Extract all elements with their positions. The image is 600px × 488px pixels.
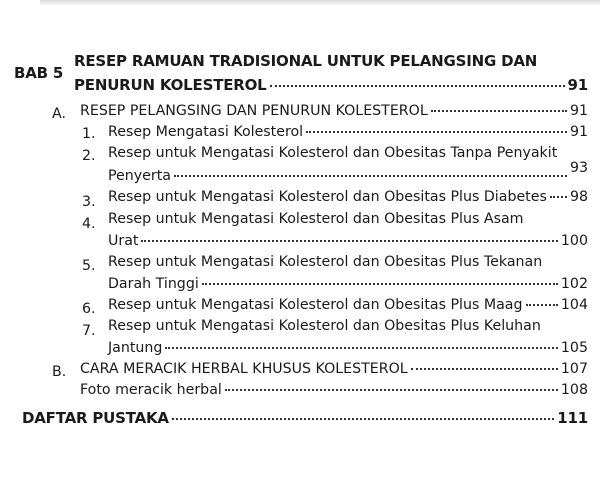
toc-item-4[interactable] [108,233,588,249]
item-title-line1: Resep untuk Mengatasi Kolesterol dan Obesitas Plus Tekanan [108,254,543,270]
chapter-entry[interactable] [74,76,588,94]
item-title-line1: Resep untuk Mengatasi Kolesterol dan Obesitas Plus Asam [108,211,524,227]
item-number: 2. [82,148,96,164]
leader-dots [411,368,558,370]
item-page-number: 102 [560,276,588,292]
toc-item-2[interactable] [108,160,588,184]
item-page-number: 91 [569,124,588,140]
leader-dots [174,175,567,177]
item-title-line2: Darah Tinggi [108,276,199,292]
bibliography-page-number: 111 [557,409,588,427]
toc-item-6[interactable] [108,297,588,313]
item-number: 4. [82,216,96,232]
item-title: Resep untuk Mengatasi Kolesterol dan Obesitas Plus Diabetes [108,189,547,205]
section-b-title: CARA MERACIK HERBAL KHUSUS KOLESTEROL [80,361,408,377]
leader-dots [165,347,557,349]
item-title-line2: Jantung [108,340,163,356]
item-number: 1. [82,126,96,142]
item-page-number: 105 [560,340,588,356]
toc-item-7[interactable] [108,340,588,356]
leader-dots [270,85,565,87]
leader-dots [225,389,558,391]
bibliography-title: DAFTAR PUSTAKA [22,409,169,427]
section-a-entry[interactable] [80,103,588,119]
section-b-letter: B. [52,364,67,380]
section-a-page-number: 91 [569,103,588,119]
item-page-number: 100 [560,233,588,249]
item-page-number: 93 [569,160,588,176]
toc-item-3[interactable] [108,189,588,205]
section-a-letter: A. [52,106,66,122]
leader-dots [172,418,554,420]
foto-title: Foto meracik herbal [80,382,222,398]
item-title-line1: Resep untuk Mengatasi Kolesterol dan Obesitas Tanpa Penyakit [108,145,558,161]
item-title-line2: Urat [108,233,139,249]
chapter-page-number: 91 [567,76,588,94]
chapter-title-line2: PENURUN KOLESTEROL [74,76,267,94]
item-title: Resep untuk Mengatasi Kolesterol dan Obesitas Plus Maag [108,297,523,313]
item-page-number: 104 [560,297,588,313]
leader-dots [141,240,557,242]
item-page-number: 98 [569,189,588,205]
item-number: 5. [82,258,96,274]
item-title-line2: Penyerta [108,168,171,184]
section-a-title: RESEP PELANGSING DAN PENURUN KOLESTEROL [80,103,428,119]
leader-dots [550,196,567,198]
leader-dots [202,283,558,285]
leader-dots [306,131,567,133]
item-number: 6. [82,301,96,317]
page-edge-shadow [40,0,600,6]
chapter-title-line1: RESEP RAMUAN TRADISIONAL UNTUK PELANGSING DAN [74,52,538,70]
section-b-page-number: 107 [560,361,588,377]
item-number: 3. [82,194,96,210]
foto-page-number: 108 [560,382,588,398]
chapter-label: BAB 5 [14,64,64,82]
item-number: 7. [82,323,96,339]
leader-dots [431,110,567,112]
section-b-entry[interactable] [80,361,588,377]
item-title-line1: Resep untuk Mengatasi Kolesterol dan Obesitas Plus Keluhan [108,318,541,334]
item-title: Resep Mengatasi Kolesterol [108,124,304,140]
foto-entry[interactable] [80,382,588,398]
toc-item-1[interactable] [108,124,588,140]
toc-item-5[interactable] [108,276,588,292]
leader-dots [526,304,558,306]
bibliography-entry[interactable] [22,409,588,427]
